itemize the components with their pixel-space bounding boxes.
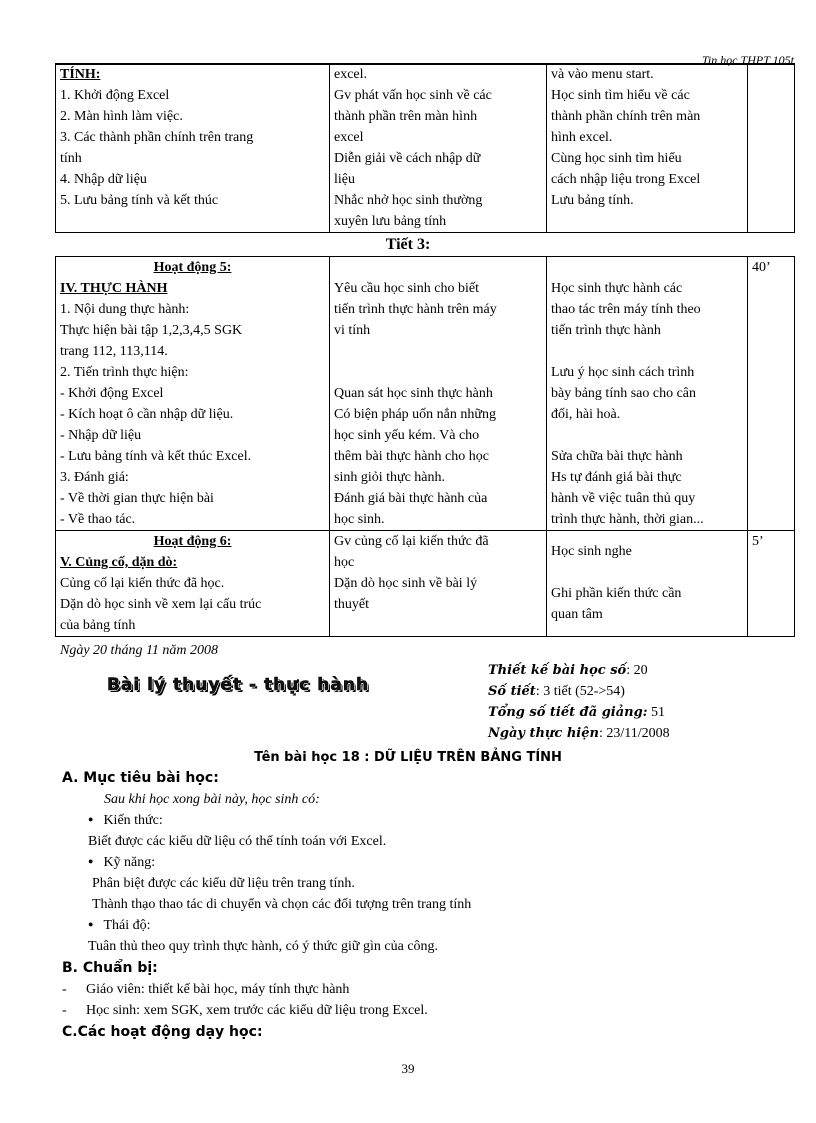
student-cell [547,64,748,233]
cell-line: Yêu cầu học sinh cho biết [334,281,480,296]
cell-line: Học sinh nghe [551,544,632,559]
meta-label: Tổng số tiết đã giảng: [488,705,648,720]
lesson-type-title: Bài lý thuyết - thực hành [107,675,370,695]
cell-line: Dặn dò học sinh về bài lý [334,576,478,591]
cell-line: V. Củng cố, dặn dò: [60,555,178,570]
cell-line: thao tác trên máy tính theo [551,302,701,317]
cell-line: Gv củng cố lại kiến thức đã [334,534,489,549]
cell-line: thành phần trên màn hình [334,109,478,124]
cell-line: 4. Nhập dữ liệu [60,172,147,187]
cell-line: Hs tự đánh giá bài thực [551,470,682,485]
cell-line: - Về thao tác. [60,512,136,527]
cell-line: hình excel. [551,130,613,145]
cell-line: 2. Màn hình làm việc. [60,109,183,124]
cell-line: của bảng tính [60,618,136,633]
time-value: 40’ [752,260,771,275]
cell-line: Ghi phần kiến thức cần [551,586,682,601]
page-header: Tin học THPT 105t [701,53,794,67]
cell-line: trình thực hành, thời gian... [551,512,704,527]
cell-line: quan tâm [551,607,603,622]
cell-line: Học sinh tìm hiểu về các [551,88,690,103]
cell-line: cách nhập liệu trong Excel [551,172,701,187]
teacher-cell [330,257,547,531]
cell-line: xuyên lưu bảng tính [334,214,447,229]
lesson-meta [488,660,670,744]
cell-line: liệu [334,172,355,187]
cell-line: Học sinh thực hành các [551,281,683,296]
cell-line: - Lưu bảng tính và kết thúc Excel. [60,449,252,464]
cell-line: TÍNH: [60,67,101,82]
lesson-name: Tên bài học 18 : DỮ LIỆU TRÊN BẢNG TÍNH [254,750,562,765]
attitude-label: ● Thái độ: [88,915,150,937]
cell-line: - Kích hoạt ô cần nhập dữ liệu. [60,407,234,422]
time-cell [748,64,795,233]
cell-line: 2. Tiến trình thực hiện: [60,365,189,380]
section-c-title: C.Các hoạt động dạy học: [62,1024,263,1040]
cell-line: - Nhập dữ liệu [60,428,142,443]
student-cell [547,531,748,637]
meta-value: : 20 [626,663,648,678]
meta-label: Ngày thực hiện [488,726,599,741]
cell-line: 3. Các thành phần chính trên trang [60,130,254,145]
section-a-title: A. Mục tiêu bài học: [62,770,219,786]
cell-line: 1. Nội dung thực hành: [60,302,190,317]
cell-line: học sinh yếu kém. Và cho [334,428,480,443]
meta-design [488,660,670,681]
cell-line: excel [334,130,364,145]
cell-line: sinh giỏi thực hành. [334,470,446,485]
cell-line: học sinh. [334,512,385,527]
cell-line: và vào menu start. [551,67,654,82]
spacer [334,341,542,362]
activity-heading: Hoạt động 5: [153,260,232,275]
cell-line: Gv phát vấn học sinh về các [334,88,492,103]
cell-line: tính [60,151,82,166]
meta-value: : 23/11/2008 [598,726,670,741]
cell-line: Lưu bảng tính. [551,193,634,208]
spacer [334,257,542,278]
cell-line: excel. [334,67,368,82]
table-row [56,257,795,531]
time-value: 5’ [752,534,764,549]
spacer [551,425,743,446]
time-cell [748,531,795,637]
meta-value: 51 [647,705,666,720]
cell-line: tiến trình thực hành trên máy [334,302,497,317]
activity-heading: Hoạt động 6: [153,534,232,549]
cell-line: trang 112, 113,114. [60,344,168,359]
cell-line: Lưu ý học sinh cách trình [551,365,695,380]
cell-line: Quan sát học sinh thực hành [334,386,493,401]
cell-line: Có biện pháp uốn nắn những [334,407,496,422]
teacher-cell [330,531,547,637]
activity-table-bottom [55,256,795,637]
skills-text-2: Thành thạo thao tác di chuyển và chọn các đối tượng trên trang tính [92,897,472,912]
activity-table-top [55,63,795,233]
dash: - [62,1003,67,1018]
meta-label: Thiết kế bài học số [488,663,627,678]
cell-line: - Khởi động Excel [60,386,164,401]
content-cell [56,64,330,233]
cell-line: vi tính [334,323,371,338]
cell-line: Dặn dò học sinh về xem lại cấu trúc [60,597,262,612]
attitude-text: Tuân thủ theo quy trình thực hành, có ý thức giữ gìn của công. [88,939,439,954]
cell-line: 3. Đánh giá: [60,470,129,485]
meta-periods [488,681,670,702]
cell-line: Sửa chữa bài thực hành [551,449,683,464]
meta-label: Số tiết [488,684,536,699]
cell-line: tiến trình thực hành [551,323,661,338]
teacher-prep: Giáo viên: thiết kế bài học, máy tính thực hành [86,982,350,997]
cell-line: Đánh giá bài thực hành của [334,491,488,506]
cell-line: học [334,555,355,570]
page-number: 39 [401,1061,415,1076]
cell-line: IV. THỰC HÀNH [60,281,168,296]
dash: - [62,982,67,997]
cell-line: đối, hài hoà. [551,407,621,422]
cell-line: Thực hiện bài tập 1,2,3,4,5 SGK [60,323,243,338]
cell-line: thuyết [334,597,369,612]
student-prep: Học sinh: xem SGK, xem trước các kiểu dữ liệu trong Excel. [86,1003,428,1018]
cell-line: thêm bài thực hành cho học [334,449,489,464]
period-heading: Tiết 3: [385,236,431,253]
student-cell [547,257,748,531]
content-cell [56,531,330,637]
section-b-title: B. Chuẩn bị: [62,960,158,976]
document-date: Ngày 20 tháng 11 năm 2008 [60,643,219,658]
section-a-intro: Sau khi học xong bài này, học sinh có: [104,792,320,807]
skills-label: ● Kỹ năng: [88,852,155,874]
cell-line: hành về việc tuân thủ quy [551,491,696,506]
spacer [551,257,743,278]
cell-line: bày bảng tính sao cho cân [551,386,697,401]
cell-line: 1. Khởi động Excel [60,88,170,103]
meta-date [488,723,670,744]
knowledge-label: ● Kiến thức: [88,810,163,832]
spacer [551,531,743,541]
meta-total [488,702,670,723]
spacer [551,562,743,583]
teacher-cell [330,64,547,233]
cell-line: thành phần chính trên màn [551,109,701,124]
content-cell [56,257,330,531]
table-row [56,531,795,637]
cell-line: Nhắc nhở học sinh thường [334,193,483,208]
spacer [551,341,743,362]
cell-line: Củng cố lại kiến thức đã học. [60,576,225,591]
meta-value: : 3 tiết (52->54) [535,684,625,699]
cell-line: Cùng học sinh tìm hiểu [551,151,682,166]
cell-line: Diễn giải về cách nhập dữ [334,151,481,166]
spacer [334,362,542,383]
cell-line: - Về thời gian thực hiện bài [60,491,214,506]
time-cell [748,257,795,531]
skills-text-1: Phân biệt được các kiểu dữ liệu trên trang tính. [92,876,355,891]
table-row [56,64,795,233]
cell-line: 5. Lưu bảng tính và kết thúc [60,193,219,208]
knowledge-text: Biết được các kiểu dữ liệu có thể tính toán với Excel. [88,834,387,849]
